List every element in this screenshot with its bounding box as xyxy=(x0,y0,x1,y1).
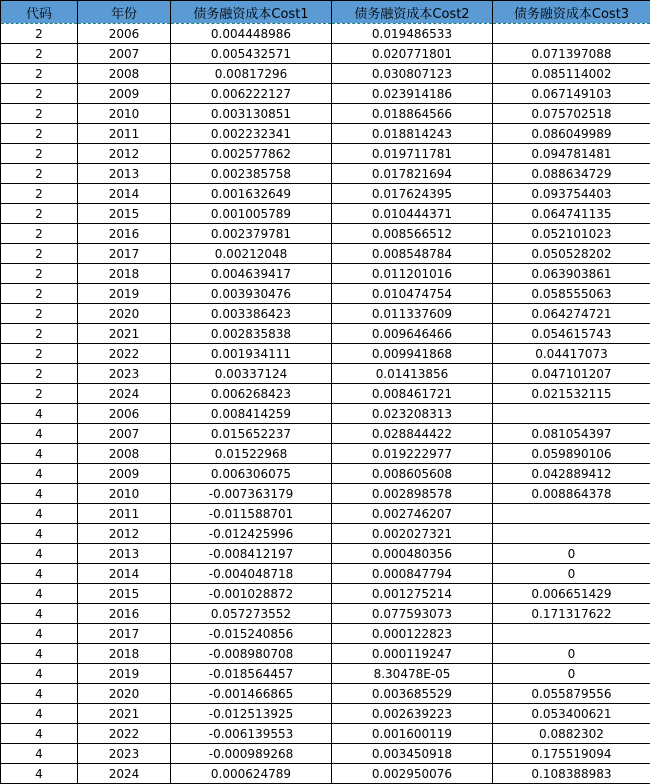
table-row xyxy=(1,604,650,624)
cost3-cell[interactable] xyxy=(493,404,650,424)
cost2-cell[interactable]: 0.002898578 xyxy=(332,484,493,504)
cost1-cell[interactable]: 0.01522968 xyxy=(171,444,332,464)
cost1-cell[interactable]: 0.004448986 xyxy=(171,24,332,44)
code-cell[interactable]: 2 xyxy=(1,44,78,64)
cost1-cell[interactable]: 0.000624789 xyxy=(171,764,332,784)
cost3-cell[interactable]: 0.058555063 xyxy=(493,284,650,304)
cost3-cell[interactable]: 0.086049989 xyxy=(493,124,650,144)
header-code[interactable]: 代码 xyxy=(1,1,78,24)
cost3-cell[interactable]: 0.055879556 xyxy=(493,684,650,704)
cost3-cell[interactable]: 0.085114002 xyxy=(493,64,650,84)
cost1-cell[interactable]: 0.002385758 xyxy=(171,164,332,184)
table-row xyxy=(1,264,650,284)
year-cell[interactable]: 2016 xyxy=(78,224,171,244)
code-cell[interactable]: 2 xyxy=(1,384,78,404)
year-cell[interactable]: 2013 xyxy=(78,544,171,564)
cost3-cell[interactable]: 0.064741135 xyxy=(493,204,650,224)
table-row xyxy=(1,524,650,544)
cost2-cell[interactable]: 0.017821694 xyxy=(332,164,493,184)
year-cell[interactable]: 2006 xyxy=(78,24,171,44)
table-row xyxy=(1,544,650,564)
year-cell[interactable]: 2021 xyxy=(78,324,171,344)
cost3-cell[interactable]: 0.006651429 xyxy=(493,584,650,604)
cost3-cell[interactable]: 0.042889412 xyxy=(493,464,650,484)
cost3-cell[interactable]: 0 xyxy=(493,644,650,664)
cost3-cell[interactable]: 0.0882302 xyxy=(493,724,650,744)
cost1-cell[interactable]: 0.004639417 xyxy=(171,264,332,284)
code-cell[interactable]: 2 xyxy=(1,324,78,344)
cost3-cell[interactable]: 0.088634729 xyxy=(493,164,650,184)
cost1-cell[interactable]: 0.00212048 xyxy=(171,244,332,264)
header-cost3[interactable]: 债务融资成本Cost3 xyxy=(493,1,650,24)
cost3-cell[interactable]: 0.075702518 xyxy=(493,104,650,124)
cost2-cell[interactable]: 0.009646466 xyxy=(332,324,493,344)
year-cell[interactable]: 2015 xyxy=(78,584,171,604)
year-cell[interactable]: 2024 xyxy=(78,764,171,784)
year-cell[interactable]: 2010 xyxy=(78,104,171,124)
year-cell[interactable]: 2013 xyxy=(78,164,171,184)
cost1-cell[interactable]: -0.007363179 xyxy=(171,484,332,504)
cost2-cell[interactable]: 0.010444371 xyxy=(332,204,493,224)
code-cell[interactable]: 4 xyxy=(1,424,78,444)
table-row xyxy=(1,164,650,184)
table-row xyxy=(1,204,650,224)
cost1-cell[interactable]: 0.008414259 xyxy=(171,404,332,424)
code-cell[interactable]: 2 xyxy=(1,284,78,304)
table-row xyxy=(1,744,650,764)
code-cell[interactable]: 4 xyxy=(1,484,78,504)
cost2-cell[interactable]: 0.009941868 xyxy=(332,344,493,364)
cost1-cell[interactable]: -0.006139553 xyxy=(171,724,332,744)
cost3-cell[interactable]: 0.052101023 xyxy=(493,224,650,244)
year-cell[interactable]: 2011 xyxy=(78,124,171,144)
cost3-cell[interactable] xyxy=(493,504,650,524)
table-row xyxy=(1,304,650,324)
cost3-cell[interactable]: 0.094781481 xyxy=(493,144,650,164)
year-cell[interactable]: 2011 xyxy=(78,504,171,524)
cost3-cell[interactable]: 0 xyxy=(493,664,650,684)
table-row xyxy=(1,44,650,64)
table-row xyxy=(1,464,650,484)
cost3-cell[interactable]: 0 xyxy=(493,544,650,564)
cost2-cell[interactable]: 0.020771801 xyxy=(332,44,493,64)
code-cell[interactable]: 4 xyxy=(1,504,78,524)
table-row xyxy=(1,444,650,464)
code-cell[interactable]: 2 xyxy=(1,224,78,244)
cost3-cell[interactable]: 0 xyxy=(493,564,650,584)
code-cell[interactable]: 4 xyxy=(1,664,78,684)
cost2-cell[interactable]: 0.002950076 xyxy=(332,764,493,784)
cost2-cell[interactable]: 0.003685529 xyxy=(332,684,493,704)
table-row xyxy=(1,124,650,144)
table-row xyxy=(1,704,650,724)
table-row xyxy=(1,404,650,424)
cost1-cell[interactable]: 0.003130851 xyxy=(171,104,332,124)
cost2-cell[interactable]: 0.077593073 xyxy=(332,604,493,624)
year-cell[interactable]: 2010 xyxy=(78,484,171,504)
cost1-cell[interactable]: -0.004048718 xyxy=(171,564,332,584)
cost1-cell[interactable]: 0.003386423 xyxy=(171,304,332,324)
table-row xyxy=(1,504,650,524)
cost3-cell[interactable]: 0.108388983 xyxy=(493,764,650,784)
cost2-cell[interactable]: 0.011201016 xyxy=(332,264,493,284)
year-cell[interactable]: 2017 xyxy=(78,244,171,264)
table-row xyxy=(1,384,650,404)
cost1-cell[interactable]: 0.006222127 xyxy=(171,84,332,104)
cost2-cell[interactable]: 0.008566512 xyxy=(332,224,493,244)
table-row xyxy=(1,104,650,124)
cost2-cell[interactable]: 0.001275214 xyxy=(332,584,493,604)
cost1-cell[interactable]: -0.012513925 xyxy=(171,704,332,724)
cost3-cell[interactable]: 0.008864378 xyxy=(493,484,650,504)
code-cell[interactable]: 2 xyxy=(1,144,78,164)
table-row xyxy=(1,324,650,344)
year-cell[interactable]: 2014 xyxy=(78,564,171,584)
year-cell[interactable]: 2016 xyxy=(78,604,171,624)
cost2-cell[interactable]: 0.000122823 xyxy=(332,624,493,644)
cost2-cell[interactable]: 0.002027321 xyxy=(332,524,493,544)
table-row xyxy=(1,244,650,264)
code-cell[interactable]: 4 xyxy=(1,624,78,644)
year-cell[interactable]: 2024 xyxy=(78,384,171,404)
cost1-cell[interactable]: -0.008412197 xyxy=(171,544,332,564)
year-cell[interactable]: 2022 xyxy=(78,344,171,364)
year-cell[interactable]: 2018 xyxy=(78,264,171,284)
header-year[interactable]: 年份 xyxy=(78,1,171,24)
cost3-cell[interactable]: 0.081054397 xyxy=(493,424,650,444)
cost2-cell[interactable]: 0.011337609 xyxy=(332,304,493,324)
code-cell[interactable]: 2 xyxy=(1,64,78,84)
code-cell[interactable]: 2 xyxy=(1,24,78,44)
cost2-cell[interactable]: 0.000480356 xyxy=(332,544,493,564)
cost3-cell[interactable] xyxy=(493,24,650,44)
cost1-cell[interactable]: -0.008980708 xyxy=(171,644,332,664)
cost2-cell[interactable]: 0.01413856 xyxy=(332,364,493,384)
cost2-cell[interactable]: 0.001600119 xyxy=(332,724,493,744)
code-cell[interactable]: 4 xyxy=(1,444,78,464)
cost1-cell[interactable]: 0.002835838 xyxy=(171,324,332,344)
cost3-cell[interactable]: 0.071397088 xyxy=(493,44,650,64)
cost1-cell[interactable]: 0.002577862 xyxy=(171,144,332,164)
code-cell[interactable]: 4 xyxy=(1,644,78,664)
table-row xyxy=(1,684,650,704)
code-cell[interactable]: 2 xyxy=(1,184,78,204)
year-cell[interactable]: 2017 xyxy=(78,624,171,644)
table-row xyxy=(1,144,650,164)
cost2-cell[interactable]: 0.019222977 xyxy=(332,444,493,464)
code-cell[interactable]: 2 xyxy=(1,204,78,224)
cost2-cell[interactable]: 0.028844422 xyxy=(332,424,493,444)
code-cell[interactable]: 4 xyxy=(1,744,78,764)
code-cell[interactable]: 4 xyxy=(1,704,78,724)
cost3-cell[interactable]: 0.093754403 xyxy=(493,184,650,204)
table-row xyxy=(1,584,650,604)
code-cell[interactable]: 4 xyxy=(1,604,78,624)
year-cell[interactable]: 2007 xyxy=(78,424,171,444)
year-cell[interactable]: 2020 xyxy=(78,684,171,704)
code-cell[interactable]: 2 xyxy=(1,124,78,144)
year-cell[interactable]: 2007 xyxy=(78,44,171,64)
year-cell[interactable]: 2023 xyxy=(78,364,171,384)
year-cell[interactable]: 2006 xyxy=(78,404,171,424)
header-cost2[interactable]: 债务融资成本Cost2 xyxy=(332,1,493,24)
year-cell[interactable]: 2019 xyxy=(78,664,171,684)
table-row xyxy=(1,424,650,444)
cost2-cell[interactable]: 0.000119247 xyxy=(332,644,493,664)
code-cell[interactable]: 4 xyxy=(1,404,78,424)
cost2-cell[interactable]: 0.018864566 xyxy=(332,104,493,124)
cost2-cell[interactable]: 0.023208313 xyxy=(332,404,493,424)
cost2-cell[interactable]: 0.000847794 xyxy=(332,564,493,584)
cost3-cell[interactable] xyxy=(493,524,650,544)
cost1-cell[interactable]: 0.057273552 xyxy=(171,604,332,624)
table-row xyxy=(1,624,650,644)
header-row xyxy=(1,1,650,24)
code-cell[interactable]: 2 xyxy=(1,344,78,364)
cost2-cell[interactable]: 0.003450918 xyxy=(332,744,493,764)
header-cost1[interactable]: 债务融资成本Cost1 xyxy=(171,1,332,24)
code-cell[interactable]: 4 xyxy=(1,544,78,564)
year-cell[interactable]: 2020 xyxy=(78,304,171,324)
code-cell[interactable]: 4 xyxy=(1,584,78,604)
table-row xyxy=(1,644,650,664)
cost3-cell[interactable]: 0.054615743 xyxy=(493,324,650,344)
code-cell[interactable]: 4 xyxy=(1,464,78,484)
cost3-cell[interactable]: 0.063903861 xyxy=(493,264,650,284)
year-cell[interactable]: 2008 xyxy=(78,64,171,84)
table-row xyxy=(1,364,650,384)
code-cell[interactable]: 2 xyxy=(1,364,78,384)
cost2-cell[interactable]: 8.30478E-05 xyxy=(332,664,493,684)
cost1-cell[interactable]: 0.006306075 xyxy=(171,464,332,484)
cost1-cell[interactable]: -0.018564457 xyxy=(171,664,332,684)
cost1-cell[interactable]: 0.006268423 xyxy=(171,384,332,404)
cost1-cell[interactable]: 0.002379781 xyxy=(171,224,332,244)
code-cell[interactable]: 2 xyxy=(1,304,78,324)
year-cell[interactable]: 2018 xyxy=(78,644,171,664)
cost2-cell[interactable]: 0.002639223 xyxy=(332,704,493,724)
cost1-cell[interactable]: 0.001005789 xyxy=(171,204,332,224)
code-cell[interactable]: 2 xyxy=(1,244,78,264)
cost3-cell[interactable]: 0.050528202 xyxy=(493,244,650,264)
cost1-cell[interactable]: -0.001466865 xyxy=(171,684,332,704)
year-cell[interactable]: 2009 xyxy=(78,464,171,484)
table-row xyxy=(1,484,650,504)
cost2-cell[interactable]: 0.019711781 xyxy=(332,144,493,164)
cost3-cell[interactable]: 0.064274721 xyxy=(493,304,650,324)
cost2-cell[interactable]: 0.010474754 xyxy=(332,284,493,304)
table-row xyxy=(1,664,650,684)
code-cell[interactable]: 2 xyxy=(1,104,78,124)
table-row xyxy=(1,344,650,364)
table-row xyxy=(1,564,650,584)
year-cell[interactable]: 2021 xyxy=(78,704,171,724)
cost2-cell[interactable]: 0.019486533 xyxy=(332,24,493,44)
cost1-cell[interactable]: 0.001632649 xyxy=(171,184,332,204)
table-row xyxy=(1,224,650,244)
table-row xyxy=(1,724,650,744)
cost1-cell[interactable]: -0.011588701 xyxy=(171,504,332,524)
cost1-cell[interactable]: 0.003930476 xyxy=(171,284,332,304)
code-cell[interactable]: 4 xyxy=(1,524,78,544)
year-cell[interactable]: 2019 xyxy=(78,284,171,304)
year-cell[interactable]: 2022 xyxy=(78,724,171,744)
cost3-cell[interactable]: 0.04417073 xyxy=(493,344,650,364)
year-cell[interactable]: 2012 xyxy=(78,524,171,544)
cost1-cell[interactable]: 0.002232341 xyxy=(171,124,332,144)
year-cell[interactable]: 2009 xyxy=(78,84,171,104)
cost3-cell[interactable]: 0.053400621 xyxy=(493,704,650,724)
code-cell[interactable]: 4 xyxy=(1,764,78,784)
cost2-cell[interactable]: 0.008605608 xyxy=(332,464,493,484)
cost3-cell[interactable]: 0.171317622 xyxy=(493,604,650,624)
cost2-cell[interactable]: 0.030807123 xyxy=(332,64,493,84)
cost2-cell[interactable]: 0.017624395 xyxy=(332,184,493,204)
cost1-cell[interactable]: -0.001028872 xyxy=(171,584,332,604)
cost1-cell[interactable]: -0.015240856 xyxy=(171,624,332,644)
cost1-cell[interactable]: 0.005432571 xyxy=(171,44,332,64)
table-row xyxy=(1,24,650,44)
cost2-cell[interactable]: 0.018814243 xyxy=(332,124,493,144)
year-cell[interactable]: 2015 xyxy=(78,204,171,224)
code-cell[interactable]: 2 xyxy=(1,84,78,104)
cost2-cell[interactable]: 0.008461721 xyxy=(332,384,493,404)
cost2-cell[interactable]: 0.008548784 xyxy=(332,244,493,264)
code-cell[interactable]: 4 xyxy=(1,564,78,584)
table-row xyxy=(1,64,650,84)
code-cell[interactable]: 2 xyxy=(1,264,78,284)
cost1-cell[interactable]: -0.000989268 xyxy=(171,744,332,764)
cost3-cell[interactable]: 0.067149103 xyxy=(493,84,650,104)
cost1-cell[interactable]: 0.00817296 xyxy=(171,64,332,84)
cost1-cell[interactable]: 0.001934111 xyxy=(171,344,332,364)
cost1-cell[interactable]: 0.00337124 xyxy=(171,364,332,384)
table-row xyxy=(1,184,650,204)
code-cell[interactable]: 4 xyxy=(1,724,78,744)
cost3-cell[interactable]: 0.059890106 xyxy=(493,444,650,464)
cost2-cell[interactable]: 0.002746207 xyxy=(332,504,493,524)
cost1-cell[interactable]: -0.012425996 xyxy=(171,524,332,544)
cost3-cell[interactable]: 0.175519094 xyxy=(493,744,650,764)
table-row xyxy=(1,284,650,304)
cost2-cell[interactable]: 0.023914186 xyxy=(332,84,493,104)
code-cell[interactable]: 4 xyxy=(1,684,78,704)
year-cell[interactable]: 2014 xyxy=(78,184,171,204)
cost3-cell[interactable]: 0.047101207 xyxy=(493,364,650,384)
cost1-cell[interactable]: 0.015652237 xyxy=(171,424,332,444)
year-cell[interactable]: 2023 xyxy=(78,744,171,764)
year-cell[interactable]: 2008 xyxy=(78,444,171,464)
cost3-cell[interactable] xyxy=(493,624,650,644)
code-cell[interactable]: 2 xyxy=(1,164,78,184)
year-cell[interactable]: 2012 xyxy=(78,144,171,164)
table-row xyxy=(1,84,650,104)
cost3-cell[interactable]: 0.021532115 xyxy=(493,384,650,404)
